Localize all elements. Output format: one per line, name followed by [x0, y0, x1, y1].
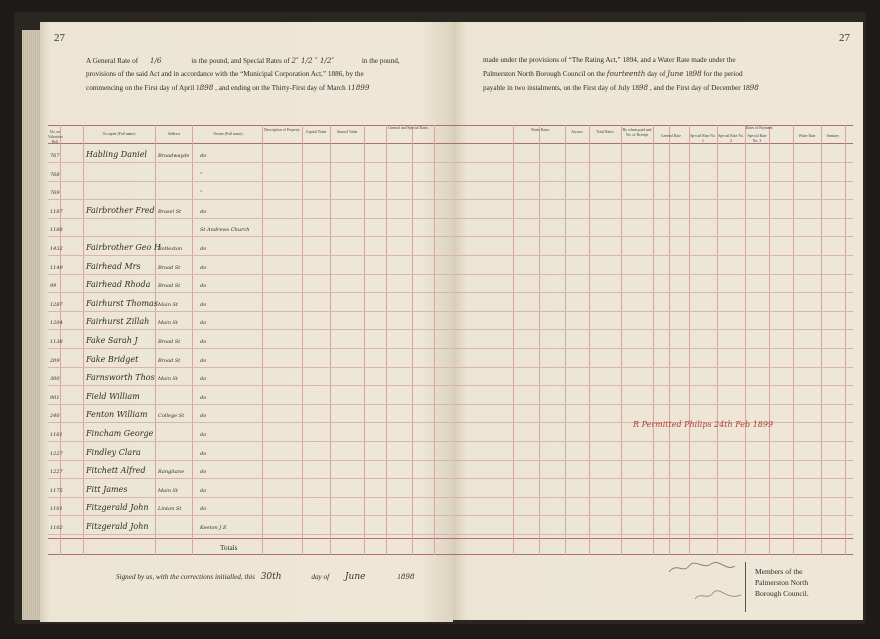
right-hand-dec: 98 [749, 83, 759, 92]
col-rule [565, 125, 566, 555]
row-rule [453, 385, 853, 386]
ledger-cell-occupier: Fairhead Rhoda [86, 280, 151, 290]
row-rule [453, 367, 853, 368]
col-head-general: General Rate [661, 134, 681, 138]
right-hand-month: June [667, 69, 684, 78]
footer-signed-text: Signed by us, with the corrections initialled, this [116, 573, 255, 581]
row-rule [48, 162, 453, 163]
col-rule [262, 125, 263, 555]
header-rule-bottom [48, 143, 453, 144]
col-head-occupier: Occupier (Full name) [102, 132, 136, 136]
col-head-rates: General and Special Rates [388, 126, 428, 130]
row-rule [453, 292, 853, 293]
ledger-cell-no: 1227 [50, 469, 63, 476]
footer-day-text: day of [311, 573, 330, 581]
row-rule [48, 478, 453, 479]
ledger-cell-owner: do [200, 469, 207, 476]
footer-hand-year: 898 [400, 572, 415, 581]
col-rule [793, 125, 794, 555]
col-rule [821, 125, 822, 555]
right-header-line3b: , and the First day of December 18 [649, 84, 750, 92]
row-rule [48, 181, 453, 182]
footer-signed [116, 570, 415, 584]
right-hand-july: 98 [638, 83, 649, 92]
ledger-cell-address: Broad St [158, 339, 181, 345]
ledger-cell-occupier: Fairbrother Geo H [86, 243, 161, 252]
row-rule [48, 274, 453, 275]
ledger-cell-owner: do [200, 246, 207, 252]
row-rule [453, 255, 853, 256]
ledger-cell-owner: do [200, 339, 207, 345]
col-rule [330, 125, 331, 555]
row-rule [48, 385, 453, 386]
left-header [86, 54, 456, 95]
ledger-cell-occupier: Habling Daniel [86, 150, 147, 159]
ledger-cell-owner: do [200, 413, 207, 420]
row-rule [48, 348, 453, 349]
ledger-cell-no: 209 [50, 357, 60, 364]
totals-rule [48, 538, 453, 539]
row-rule [453, 311, 853, 312]
col-head-sanitary: Sanitary [826, 134, 840, 138]
ledger-cell-occupier: Fairhurst Zillah [86, 317, 150, 327]
col-rule [412, 125, 413, 555]
members-line2: Palmerston North [755, 578, 809, 587]
ledger-cell-owner: do [200, 283, 207, 290]
col-rule [434, 125, 435, 555]
ledger-cell-address: Rangitane [158, 469, 185, 476]
row-rule [48, 460, 453, 461]
col-head-arrears: Arrears [571, 130, 583, 134]
col-rule [589, 125, 590, 555]
members-block [755, 566, 809, 599]
footer-hand-day: 30th [260, 572, 282, 582]
ledger-cell-owner: do [200, 394, 207, 401]
ledger-cell-no: 240 [50, 413, 60, 420]
ledger-cell-no: 1102 [50, 525, 63, 531]
red-annotation: R Permitted Philips 24th Feb 1899 [633, 420, 774, 429]
col-head-total: Total Rates [596, 130, 614, 134]
ledger-cell-address: Main St [158, 320, 178, 327]
ledger-cell-address: Main St [158, 301, 178, 308]
ledger-cell-no: 768 [50, 171, 60, 178]
ledger-cell-owner: do [200, 301, 207, 308]
row-rule [453, 460, 853, 461]
row-rule [453, 515, 853, 516]
col-rule [155, 125, 156, 555]
members-line3: Borough Council. [755, 589, 809, 598]
ledger-cell-address: Botleston [158, 246, 183, 252]
ledger-cell-no: 769 [50, 190, 60, 197]
ledger-cell-no: 767 [50, 153, 60, 159]
ledger-cell-owner: do [200, 506, 207, 513]
ledger-cell-owner: Keeton J E [200, 525, 227, 531]
ledger-cell-owner: do [200, 432, 207, 438]
left-page [40, 22, 453, 622]
ledger-cell-owner: do [200, 264, 207, 271]
col-head-special1: Special Rate No. 1 [690, 134, 716, 143]
ledger-cell-no: 1101 [50, 506, 63, 513]
totals-label: Totals [220, 544, 238, 552]
ledger-cell-address: Broad St [158, 283, 181, 290]
row-rule [453, 441, 853, 442]
header-line1b: in the pound, and Special Rates of [191, 57, 290, 65]
header-line1: A General Rate of [86, 57, 139, 65]
row-rule [48, 218, 453, 219]
row-rule [453, 348, 853, 349]
ledger-cell-no: 1432 [50, 246, 63, 252]
col-head-paid-by: By whom paid and No. of Receipt [622, 128, 652, 137]
col-head-dates: Dates of Payment [745, 126, 773, 130]
signature-1 [667, 560, 737, 579]
row-rule [48, 497, 453, 498]
col-rule [302, 125, 303, 555]
ledger-cell-occupier: Fitzgerald John [86, 522, 149, 531]
col-rule [653, 125, 654, 555]
totals-rule-bottom [48, 554, 453, 555]
right-header-line2b: day of [647, 70, 666, 78]
col-head-special3: Special Rate No. 3 [747, 134, 767, 143]
header-hand-year1: 898 [199, 83, 214, 92]
row-rule [48, 329, 453, 330]
col-head-owner: Owner (Full name) [213, 132, 243, 136]
left-page-number: 27 [54, 32, 65, 44]
row-rule [48, 441, 453, 442]
header-line2: provisions of the said Act and in accordance with the “Municipal Corporation Act,” 1886, by the [86, 70, 364, 78]
members-divider [745, 562, 746, 612]
ledger-cell-owner: do [200, 320, 207, 327]
right-page-number: 27 [839, 32, 850, 44]
page-edges [22, 30, 42, 620]
header-hand-rate: 1/6 [149, 56, 162, 65]
row-rule [453, 274, 853, 275]
ledger-cell-occupier: Fairhurst Thomas [86, 298, 158, 308]
header-hand-special: 2″ 1/2 ″ 1/2″ [291, 56, 335, 65]
col-rule [192, 125, 193, 555]
ledger-cell-address: Brasel St [158, 208, 182, 215]
ledger-cell-occupier: Fitchett Alfred [86, 466, 146, 476]
row-rule [453, 404, 853, 405]
header-line3a: commencing on the First day of April 1 [86, 84, 200, 92]
row-rule [48, 515, 453, 516]
footer-hand-month: June [344, 572, 366, 582]
ledger-cell-address: Broadwayde [158, 153, 190, 159]
col-rule [669, 125, 670, 555]
ledger-cell-owner: do [200, 208, 207, 215]
ledger-cell-occupier: Fenton William [86, 410, 148, 420]
row-rule [453, 218, 853, 219]
col-rule [745, 125, 746, 555]
ledger-cell-occupier: Fitzgerald John [86, 503, 149, 513]
ledger-cell-no: 1287 [50, 301, 63, 308]
col-head-description: Description of Property [264, 128, 300, 132]
col-rule [621, 125, 622, 555]
ledger-cell-occupier: Fitt James [86, 484, 128, 494]
ledger-cell-owner: do [200, 357, 207, 364]
col-rule [539, 125, 540, 555]
ledger-cell-no: 1161 [50, 432, 63, 438]
ledger-cell-no: 1187 [50, 208, 63, 215]
ledger-cell-no: 1227 [50, 450, 63, 457]
header-line1c: in the pound, [361, 57, 400, 65]
ledger-cell-no: 1138 [50, 339, 63, 345]
col-rule [364, 125, 365, 555]
ledger-cell-address: College St [158, 413, 185, 420]
row-rule [48, 534, 453, 535]
ledger-cell-occupier: Fake Bridget [86, 354, 139, 364]
ledger-cell-owner: do [200, 487, 207, 494]
ledger-cell-owner: St Andrews Church [200, 227, 250, 234]
row-rule [48, 236, 453, 237]
ledger-cell-no: 1149 [50, 264, 63, 271]
row-rule [453, 329, 853, 330]
col-rule [689, 125, 690, 555]
col-head-water-rate: Water Rate [798, 134, 816, 138]
row-rule [48, 255, 453, 256]
col-head-special2: Special Rate No. 2 [718, 134, 744, 143]
signature-2 [693, 588, 743, 607]
ledger-cell-address: Main St [158, 487, 178, 494]
members-line1: Members of the [755, 567, 803, 576]
ledger-cell-address: Broad St [158, 357, 181, 364]
ledger-cell-owner: do [200, 450, 207, 457]
row-rule [453, 478, 853, 479]
col-head-address: Address [167, 132, 181, 136]
header-line3b: , and ending on the Thirty-First day of March 1 [215, 84, 352, 92]
right-header-line2c: 18 [685, 70, 693, 78]
col-head-capital: Capital Value [305, 130, 327, 134]
col-head-annual: Annual Value [336, 130, 358, 134]
right-header-line2a: Palmerston North Borough Council on the [483, 70, 605, 78]
right-header [483, 54, 843, 95]
row-rule [453, 236, 853, 237]
ledger-cell-owner: do [200, 376, 207, 383]
row-rule [48, 199, 453, 200]
ledger-cell-no: 300 [50, 376, 60, 383]
ledger-cell-no: 99 [50, 283, 57, 290]
row-rule [453, 199, 853, 200]
ledger-cell-occupier: Fairhead Mrs [86, 261, 141, 271]
ledger-cell-address: Broad St [158, 264, 181, 271]
ledger-cell-address: Linton St [158, 506, 182, 513]
row-rule [48, 311, 453, 312]
col-rule [83, 125, 84, 555]
signature-scribble-icon [693, 589, 743, 603]
ledger-cell-no: 1175 [50, 487, 63, 494]
right-header-line1: made under the provisions of “The Rating Act,” 1894, and a Water Rate made under the [483, 56, 736, 64]
ledger-cell-owner: ” [200, 190, 203, 197]
ledger-cell-occupier: Fairbrother Fred [86, 205, 155, 215]
row-rule [48, 404, 453, 405]
header-hand-year2: 1899 [351, 83, 370, 92]
row-rule [453, 162, 853, 163]
ledger-cell-no: 901 [50, 394, 60, 401]
right-header-line2d: for the period [703, 70, 743, 78]
ledger-cell-occupier: Field William [86, 391, 140, 401]
ledger-cell-occupier: Farnsworth Thos [86, 373, 155, 383]
col-head-water: Water Rates [530, 128, 550, 132]
ledger-cell-occupier: Fincham George [86, 429, 154, 438]
row-rule [48, 367, 453, 368]
ledger-cell-occupier: Findley Clara [86, 447, 141, 457]
right-header-line3a: payable in two instalments, on the First day of July 18 [483, 84, 639, 92]
col-head-no: No. on Valuation Roll [48, 130, 63, 144]
row-rule [48, 292, 453, 293]
ledger-cell-no: 1188 [50, 227, 63, 234]
col-rule [513, 125, 514, 555]
ledger-cell-address: Main St [158, 376, 178, 383]
right-hand-year: 98 [692, 69, 702, 78]
row-rule [48, 422, 453, 423]
row-rule [453, 181, 853, 182]
row-rule [453, 534, 853, 535]
right-hand-day: fourteenth [606, 69, 646, 78]
ledger-cell-no: 1204 [50, 320, 63, 327]
footer-year-text: 1 [397, 573, 401, 581]
ledger-cell-occupier: Fake Sarah J [86, 336, 138, 345]
col-rule [386, 125, 387, 555]
right-page [453, 22, 863, 620]
col-rule [769, 125, 770, 555]
col-rule [845, 125, 846, 555]
ledger-cell-owner: do [200, 153, 207, 159]
ledger-cell-owner: ” [200, 171, 203, 178]
row-rule [453, 497, 853, 498]
signature-scribble-icon [667, 560, 737, 576]
col-rule [717, 125, 718, 555]
